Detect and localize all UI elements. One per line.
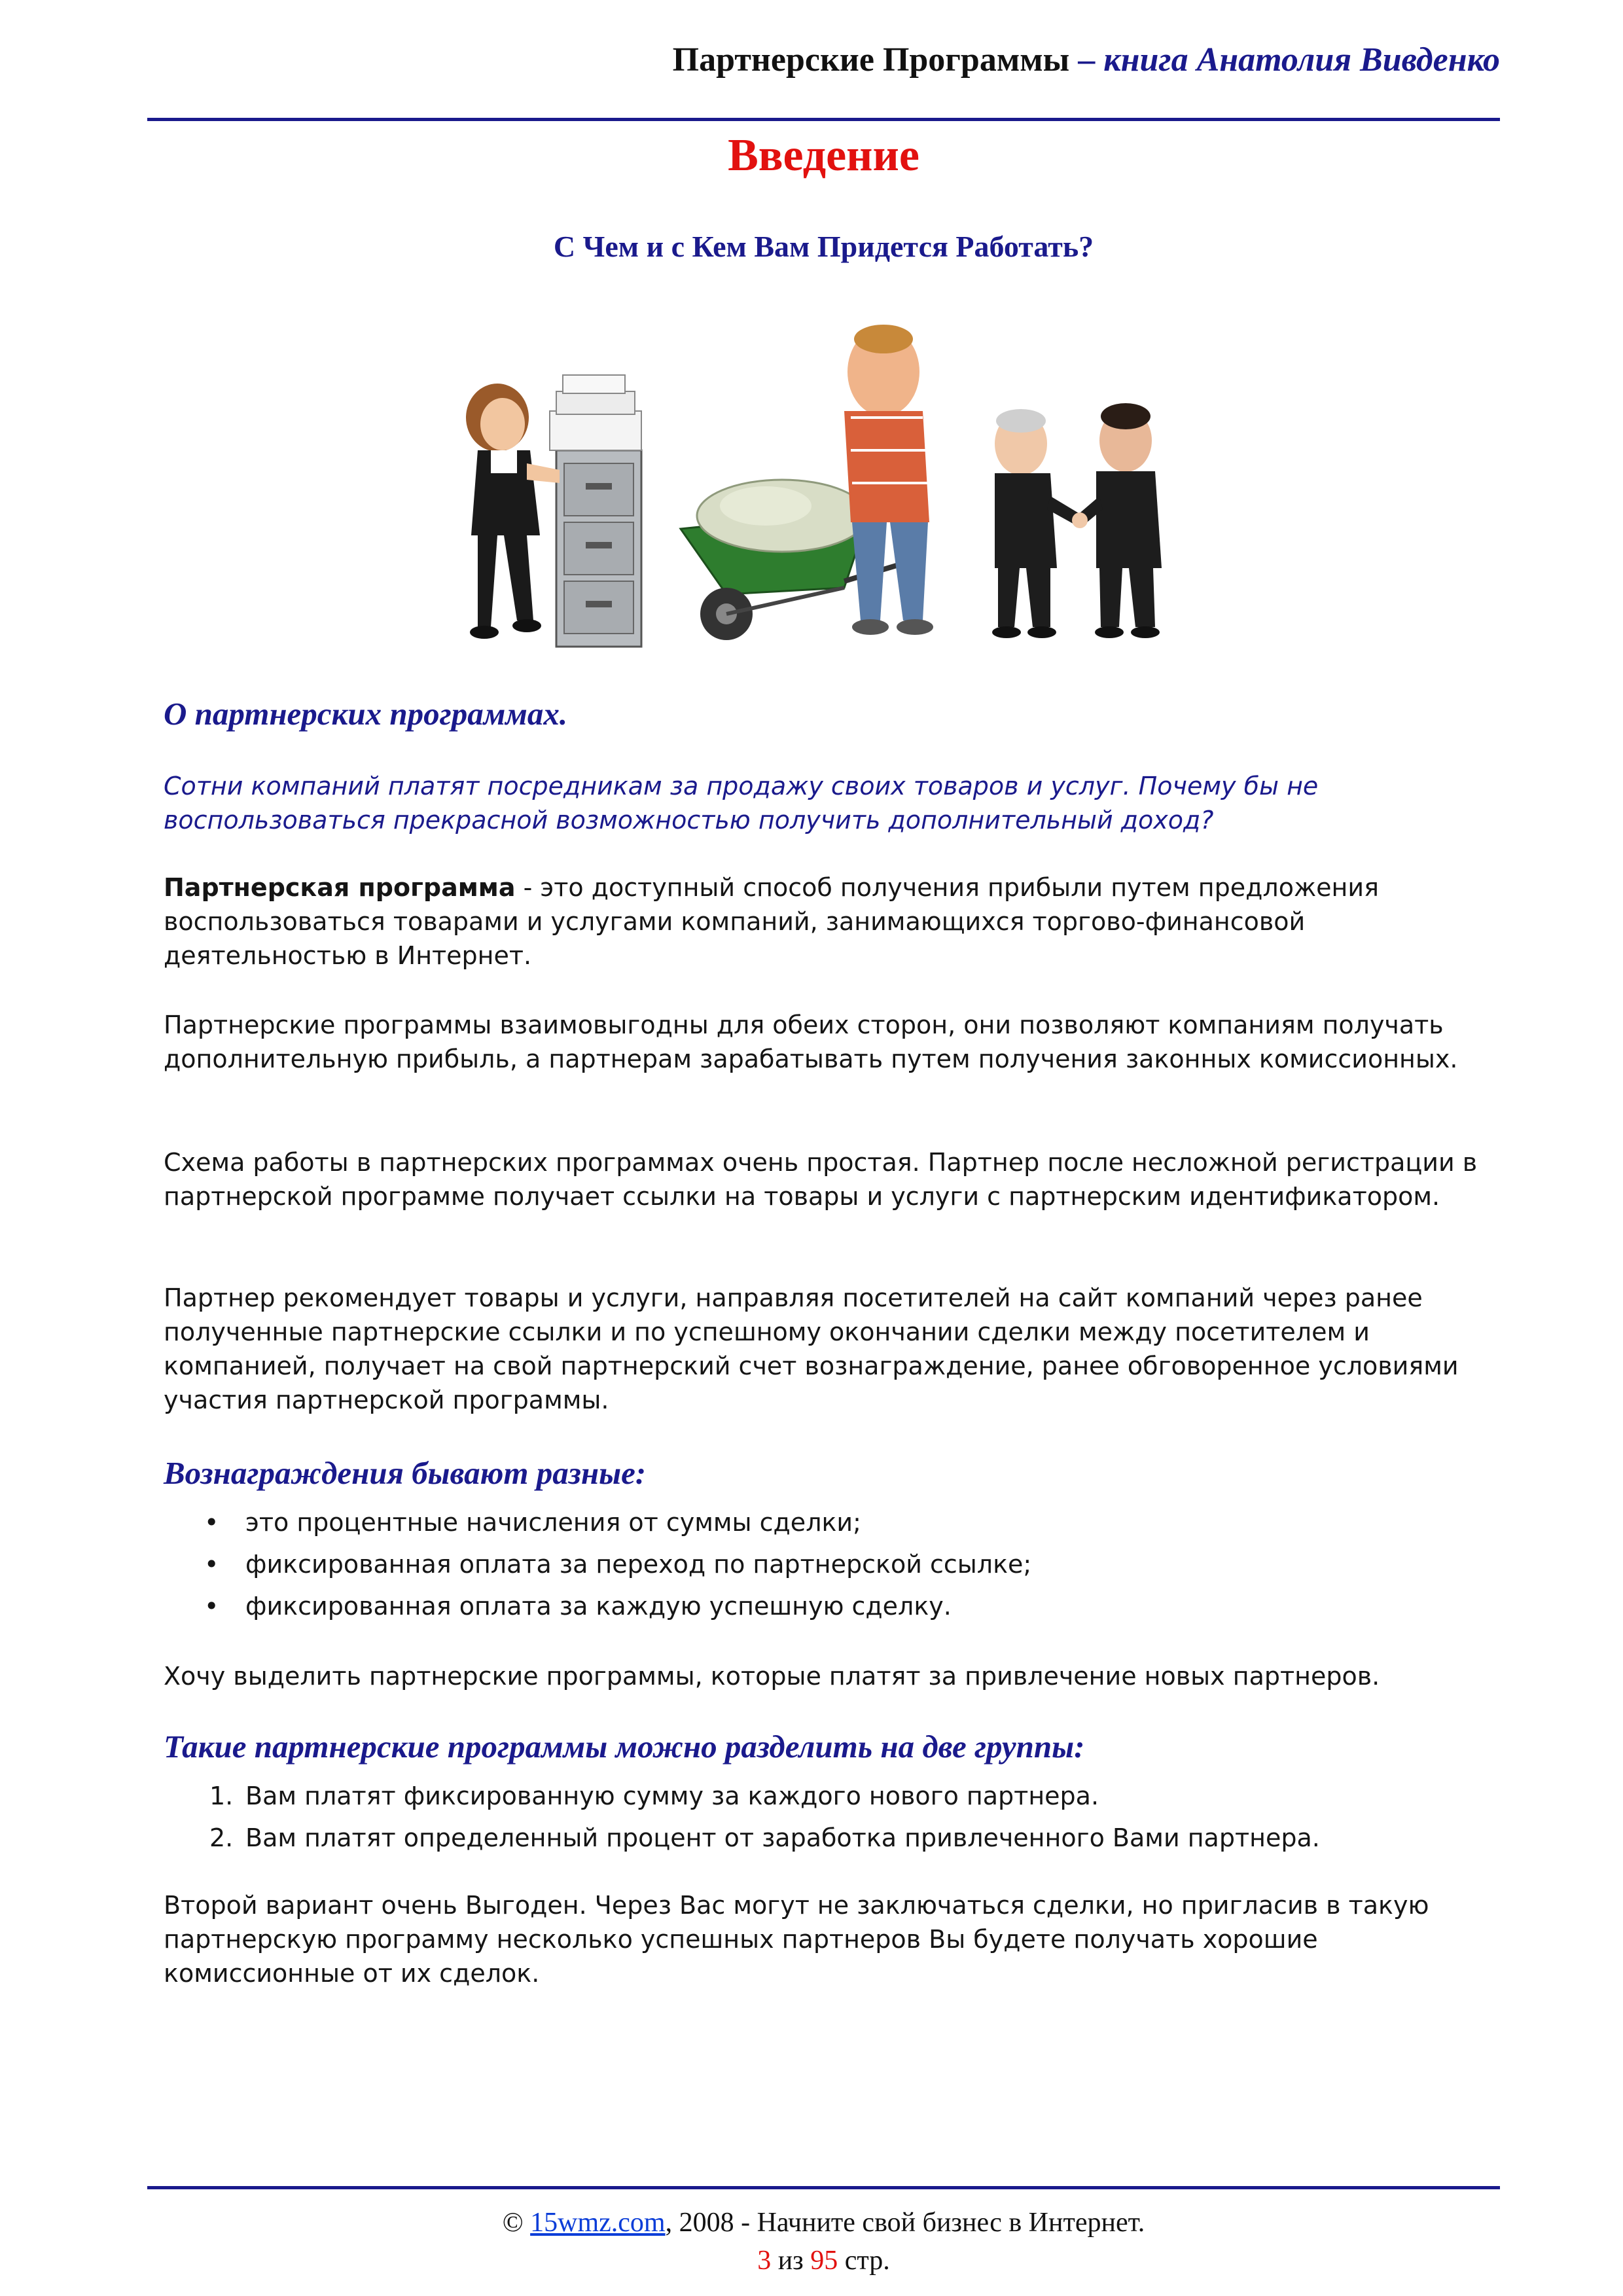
groups-list <box>164 1775 1492 1859</box>
rewards-list <box>164 1501 1492 1627</box>
handshake-figures <box>992 403 1162 638</box>
list-item: • фиксированная оплата за каждую успешную сделку. <box>164 1585 1492 1627</box>
footer-copyright: © 15wmz.com, 2008 - Начните свой бизнес в Интернет. <box>502 2208 1145 2238</box>
site-link[interactable]: 15wmz.com <box>530 2208 666 2238</box>
benefits-paragraph: Партнерские программы взаимовыгодны для обеих сторон, они позволяют компаниям получать дополнительную прибыль, а партнерам зарабатывать путем получения законных комиссионных. <box>164 1011 1458 1073</box>
bullet-mark: • <box>204 1592 219 1621</box>
number-mark: 2. <box>209 1823 234 1852</box>
chapter-title: Введение <box>728 130 919 181</box>
page-header <box>147 41 1500 79</box>
title-separator: – <box>1069 41 1104 79</box>
list-item: 1. Вам платят фиксированную сумму за каждого нового партнера. <box>164 1775 1492 1817</box>
number-mark: 1. <box>209 1782 234 1810</box>
page-total: 95 <box>810 2246 838 2276</box>
chapter-subtitle: С Чем и с Кем Вам Придется Работать? <box>553 230 1094 263</box>
term-bold: Партнерская программа <box>164 873 516 902</box>
page-counter: 3 из 95 стр. <box>757 2246 890 2276</box>
cartoon-illustration <box>452 319 1211 660</box>
book-title: Партнерские Программы – книга Анатолия Вивденко <box>672 41 1500 79</box>
highlight-paragraph: Хочу выделить партнерские программы, которые платят за привлечение новых партнеров. <box>164 1662 1380 1691</box>
bullet-mark: • <box>204 1508 219 1537</box>
list-item: • фиксированная оплата за переход по партнерской ссылке; <box>164 1543 1492 1585</box>
list-item: 2. Вам платят определенный процент от заработка привлеченного Вами партнера. <box>164 1817 1492 1859</box>
list-item: • это процентные начисления от суммы сделки; <box>164 1501 1492 1543</box>
header-divider <box>147 118 1500 121</box>
woman-with-filing-cabinet-figure <box>466 375 641 647</box>
page-current: 3 <box>757 2246 772 2276</box>
footer-divider <box>147 2186 1500 2189</box>
man-with-wheelbarrow-figure <box>681 325 933 640</box>
section-heading-rewards: Вознаграждения бывают разные: <box>164 1455 647 1491</box>
book-author: книга Анатолия Вивденко <box>1103 41 1500 79</box>
scheme-paragraph: Схема работы в партнерских программах очень простая. Партнер после несложной регистрации в партнерской программе получает ссылки на товары и услуги с партнерским идентификатором. <box>164 1148 1478 1211</box>
process-paragraph: Партнер рекомендует товары и услуги, направляя посетителей на сайт компаний через ранее полученные партнерские ссылки и по успешному окончании сделки между посетителем и компанией, получает на свой партнерский счет вознаграждение, ранее обговоренное условиями участия партнерской программы. <box>164 1283 1459 1414</box>
conclusion-paragraph: Второй вариант очень Выгоден. Через Вас могут не заключаться сделки, но пригласив в такую партнерскую программу несколько успешных партнеров Вы будете получать хорошие комиссионные от их сделок. <box>164 1891 1429 1988</box>
bullet-mark: • <box>204 1550 219 1579</box>
intro-paragraph: Сотни компаний платят посредникам за продажу своих товаров и услуг. Почему бы не воспользоваться прекрасной возможностью получить дополнительный доход? <box>164 772 1319 834</box>
section-heading-partner-programs: О партнерских программах. <box>164 696 568 732</box>
section-heading-two-groups: Такие партнерские программы можно разделить на две группы: <box>164 1729 1085 1765</box>
definition-paragraph: Партнерская программа - это доступный способ получения прибыли путем предложения воспользоваться товарами и услугами компаний, занимающихся торгово-финансовой деятельностью в Интернет. <box>164 873 1379 970</box>
